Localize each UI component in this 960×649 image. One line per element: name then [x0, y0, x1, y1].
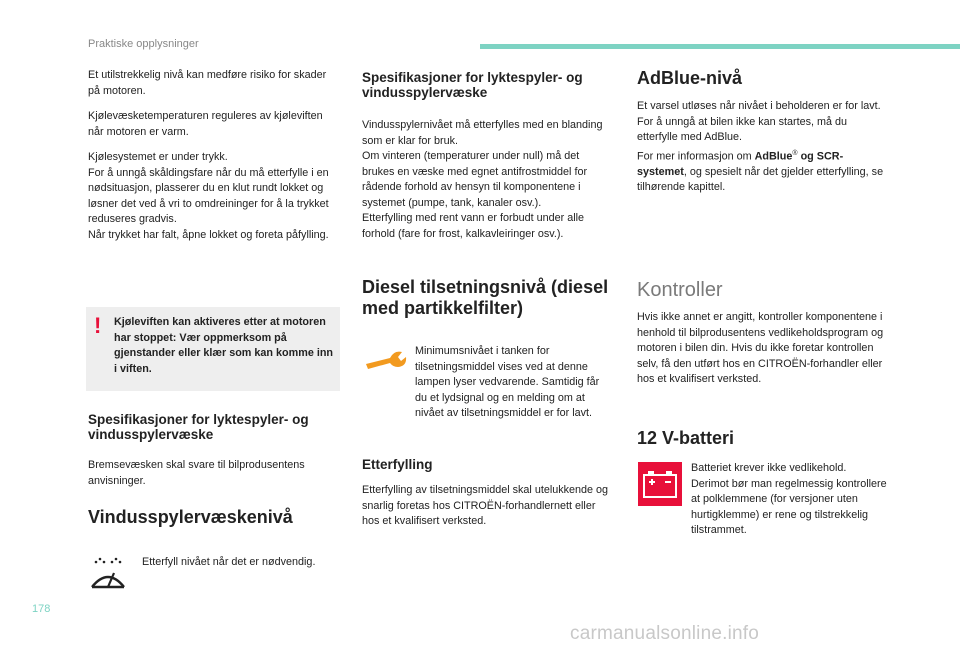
- battery-section: [637, 428, 887, 449]
- washer-spec-line-3: Etterfylling med rent vann er forbudt under alle forhold (fare for frost, kalkavleiringer osv.).: [362, 212, 585, 240]
- adblue-section: [637, 68, 887, 196]
- adblue-ref-pre: For mer informasjon om: [637, 150, 755, 163]
- battery-heading: 12 V-batteri: [637, 428, 735, 448]
- battery-text: Batteriet krever ikke vedlikehold. Derimot bør man regelmessig kontrollere at polklemmene (for versjoner uten hurtigklemme) er rene og tilstrekkelig tilstrammet.: [691, 462, 887, 536]
- washer-spec-line-1: Vindusspylernivået må etterfylles med en blanding som er klar for bruk.: [362, 119, 603, 147]
- paragraph-coolant-temp: Kjølevæsketemperaturen reguleres av kjøleviften når motoren er varm.: [88, 110, 323, 138]
- header-accent-bar: [480, 44, 960, 49]
- section-label: Praktiske opplysninger: [88, 38, 199, 50]
- washer-spec-section: [362, 70, 612, 242]
- brake-fluid-section: [88, 412, 338, 489]
- washer-spec-heading: Spesifikasjoner for lyktespyler- og vindusspylervæske: [362, 70, 583, 100]
- adblue-heading: AdBlue-nivå: [637, 68, 743, 88]
- paragraph-insufficient-level: Et utilstrekkelig nivå kan medføre risiko for skader på motoren.: [88, 69, 327, 97]
- adblue-ref-bold-2: og SCR-systemet: [637, 150, 844, 178]
- watermark: carmanualsonline.info: [570, 623, 760, 644]
- windscreen-washer-icon: [86, 553, 130, 597]
- warning-text: Kjøleviften kan aktiveres etter at motoren har stoppet: Vær oppmerksom på gjenstander eller klær som kan komme inn i viften.: [114, 316, 334, 375]
- adblue-line-3: [637, 146, 887, 196]
- adblue-line-2: For å unngå at bilen ikke kan startes, må du etterfylle med AdBlue.: [637, 115, 848, 143]
- kontroller-text: Hvis ikke annet er angitt, kontroller komponentene i henhold til bilprodusentens vedlikeholdsprogram og motoren i bilen din. Hvis du ikke foretar kontrollen selv, få den utført hos en CITROËN-forhandler eller hos et kvalifisert verksted.: [637, 311, 884, 385]
- adblue-ref-bold: AdBlue: [754, 150, 793, 163]
- wrench-icon: [364, 346, 408, 372]
- brake-fluid-text: Bremsevæsken skal svare til bilprodusentens anvisninger.: [88, 459, 305, 487]
- adblue-line-1: Et varsel utløses når nivået i beholderen er for lavt.: [637, 100, 881, 112]
- paragraph-pressure: [88, 150, 338, 243]
- kontroller-section: [637, 279, 887, 388]
- brake-fluid-heading: Spesifikasjoner for lyktespyler- og vindusspylervæske: [88, 412, 309, 442]
- washer-level-section: [88, 507, 338, 528]
- washer-spec-line-2: Om vinteren (temperaturer under null) må det brukes en væske med egnet antifrostmiddel for rådende forhold av hensyn til komponentene i systemet (pumpe, tank, kanaler osv.).: [362, 150, 588, 209]
- battery-icon: [638, 462, 682, 506]
- warning-icon: !: [94, 313, 102, 338]
- washer-level-heading: Vindusspylervæskenivå: [88, 507, 293, 527]
- kontroller-heading: Kontroller: [637, 279, 723, 301]
- diesel-additive-section: [362, 277, 612, 319]
- refill-heading: Etterfylling: [362, 457, 433, 472]
- warning-box: [86, 307, 340, 391]
- refill-section: [362, 457, 612, 530]
- pressure-line-2: For å unngå skåldingsfare når du må etterfylle i en nødsituasjon, plasserer du en klut rundt lokket og løsner det ved å vri to omdreininger for å la trykket reduseres gradvis.: [88, 166, 329, 225]
- pressure-line-3: Når trykket har falt, åpne lokket og foreta påfylling.: [88, 228, 329, 241]
- diesel-additive-text: Minimumsnivået i tanken for tilsetningsmiddel vises ved at denne lampen lyser vedvarende. Samtidig får du et lydsignal og en melding om at nivået av tilsetningsmiddel er for lavt.: [415, 345, 600, 419]
- page-number: 178: [32, 603, 51, 615]
- diesel-additive-heading: Diesel tilsetningsnivå (diesel med partikkelfilter): [362, 277, 609, 318]
- washer-level-text: Etterfyll nivået når det er nødvendig.: [142, 556, 316, 568]
- refill-text: Etterfylling av tilsetningsmiddel skal utelukkende og snarlig foretas hos CITROËN-forhandlernett eller hos et kvalifisert verksted.: [362, 484, 609, 527]
- pressure-line-1: Kjølesystemet er under trykk.: [88, 151, 228, 163]
- adblue-ref-post: , og spesielt når det gjelder etterfylling, se tilhørende kapittel.: [637, 165, 884, 194]
- column-1: [88, 68, 338, 243]
- registered-mark: ®: [792, 149, 798, 157]
